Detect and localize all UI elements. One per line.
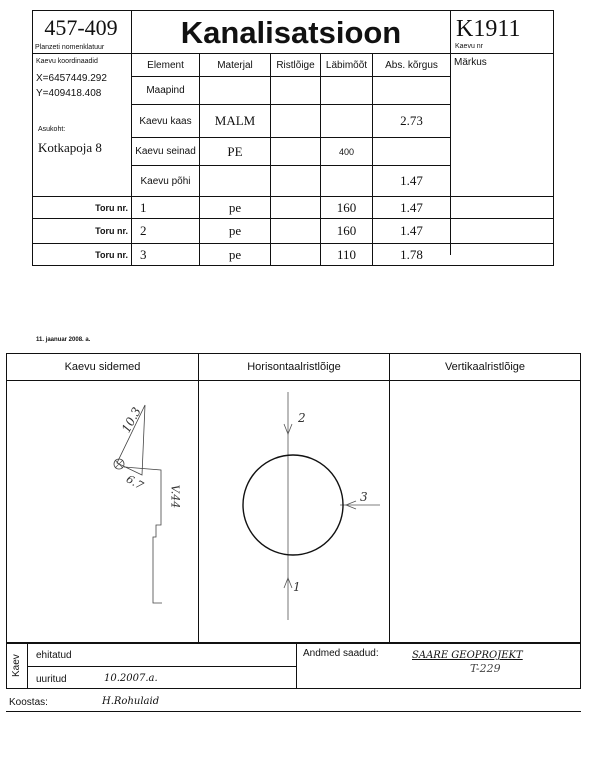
pipe-2-materjal: pe	[228, 223, 242, 238]
header-materjal: Materjal	[217, 59, 253, 71]
y-coordinate: Y=409418.408	[36, 88, 102, 99]
pipe-2-mark: 2	[298, 411, 306, 425]
pipe-1-labimoot: 160	[336, 199, 357, 215]
pipe-2-korgus: 1.47	[400, 223, 423, 238]
pipe-label-1: Toru nr.	[95, 202, 128, 213]
pipe-1-materjal: pe	[228, 199, 242, 215]
header-korgus: Abs. kõrgus	[385, 59, 438, 71]
pipe-2-labimoot: 160	[336, 223, 357, 238]
row-kaas-element: Kaevu kaas	[139, 115, 192, 127]
notes-label: Märkus	[454, 57, 487, 68]
coords-label: Kaevu koordinaadid	[36, 58, 98, 65]
pipe-label-3: Toru nr.	[95, 250, 128, 260]
tie-dim-c: V.44	[168, 484, 182, 509]
section-middle-title: Horisontaalristlõige	[247, 361, 341, 373]
tie-dim-a: 10.3	[118, 404, 144, 436]
andmed-value: SAARE GEOPROJEKT	[412, 650, 523, 661]
row-pohi-element: Kaevu põhi	[140, 175, 191, 187]
header-labimoot: Läbimõõt	[325, 59, 368, 71]
row-maapind-element: Maapind	[146, 85, 185, 96]
section-right-title: Vertikaalristlõige	[444, 361, 526, 373]
pipe-2-nr: 2	[140, 223, 147, 238]
pipe-3-korgus: 1.78	[400, 247, 423, 262]
section-left-title: Kaevu sidemed	[64, 361, 141, 373]
well-number: K1911	[456, 15, 521, 42]
pipe-3-mark: 3	[360, 490, 368, 504]
side-label-kaev: Kaev	[11, 654, 22, 678]
ehitatud-label: ehitatud	[36, 650, 72, 661]
pipe-label-2: Toru nr.	[95, 226, 128, 236]
header-element: Element	[147, 59, 184, 71]
row-seinad-element: Kaevu seinad	[135, 146, 196, 157]
uuritud-value: 10.2007.a.	[104, 673, 158, 684]
andmed-code: T-229	[470, 662, 501, 675]
koostas-value: H.Rohulaid	[102, 696, 160, 707]
x-coordinate: X=6457449.292	[36, 73, 107, 84]
well-number-label: Kaevu nr	[455, 43, 484, 50]
uuritud-label: uuritud	[36, 674, 67, 685]
pipe-3-materjal: pe	[228, 247, 242, 262]
location: Kotkapoja 8	[38, 140, 102, 155]
row-seinad-labimoot: 400	[338, 146, 355, 157]
row-kaas-korgus: 2.73	[400, 113, 423, 128]
row-kaas-materjal: MALM	[214, 113, 256, 128]
location-label: Asukoht:	[38, 126, 66, 133]
row-pohi-korgus: 1.47	[400, 173, 423, 188]
date-line: 11. jaanuar 2008. a.	[36, 337, 91, 343]
pipe-1-mark: 1	[293, 580, 301, 594]
pipe-1-nr: 1	[140, 199, 147, 215]
tie-dim-b: 6.7	[123, 472, 146, 493]
pipe-3-labimoot: 110	[336, 247, 357, 262]
andmed-label: Andmed saadud:	[303, 648, 379, 659]
header-ristloige: Ristlõige	[276, 59, 315, 71]
pipe-1-korgus: 1.47	[400, 199, 423, 215]
nomenclature-label: Planzeti nomenklatuur	[35, 44, 105, 51]
koostas-label: Koostas:	[9, 697, 48, 708]
page-title: Kanalisatsioon	[180, 15, 402, 50]
pipe-3-nr: 3	[140, 247, 147, 262]
nomenclature: 457-409	[44, 15, 118, 40]
horizontal-section-sketch	[230, 392, 380, 624]
row-seinad-materjal: PE	[227, 143, 243, 159]
